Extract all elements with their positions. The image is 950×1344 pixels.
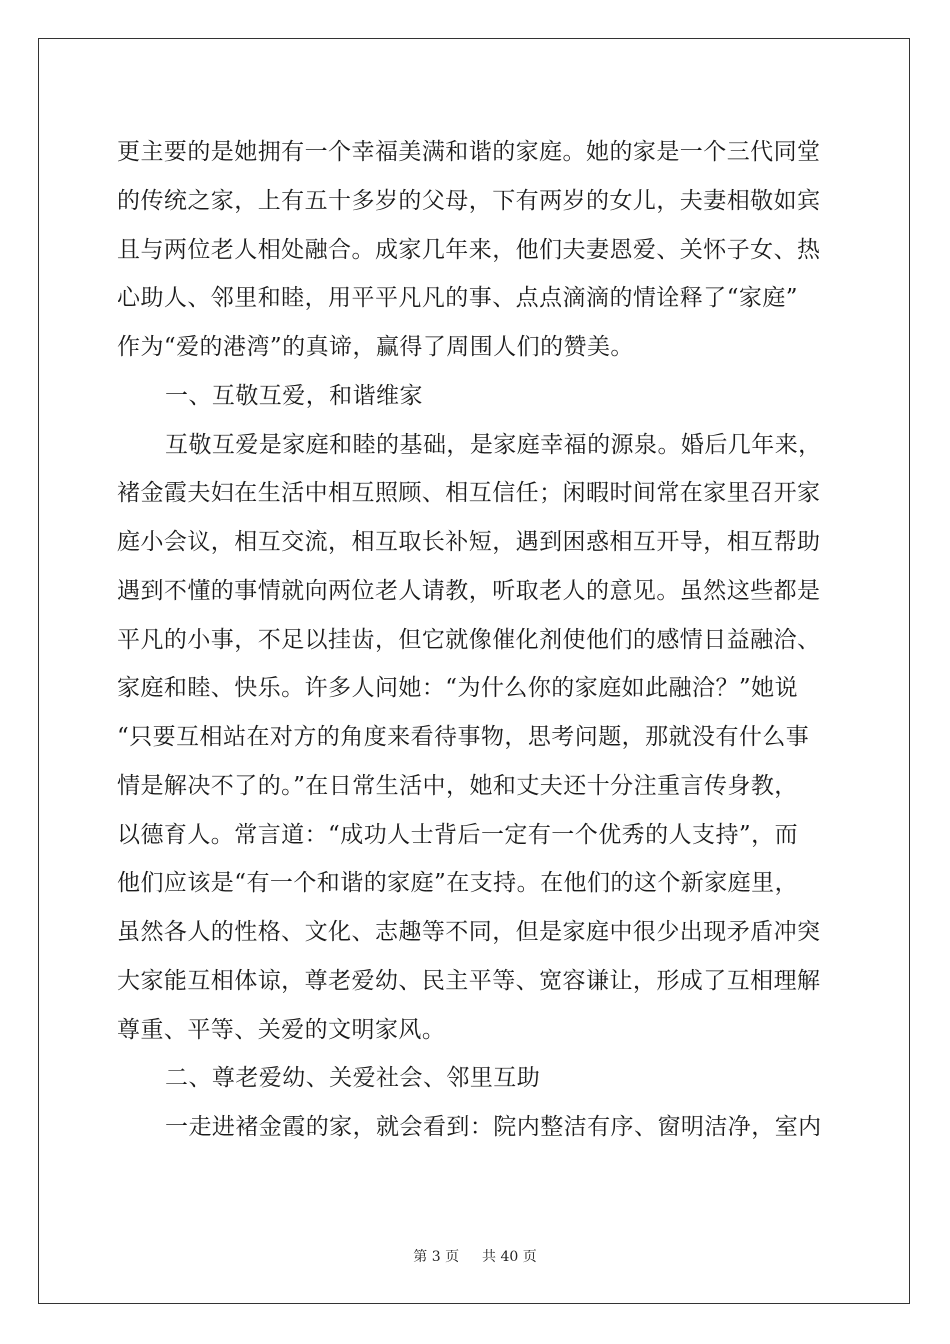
- text-line: 虽然各人的性格、文化、志趣等不同，但是家庭中很少出现矛盾冲突: [117, 919, 821, 945]
- text-line: 心助人、邻里和睦，用平平凡凡的事、点点滴滴的情诠释了“家庭”: [117, 285, 799, 312]
- page-footer: [0, 1246, 950, 1266]
- total-pages: 共 40 页: [482, 1249, 537, 1265]
- text-line: 褚金霞夫妇在生活中相互照顾、相互信任；闲暇时间常在家里召开家: [117, 480, 821, 507]
- text-line: 更主要的是她拥有一个幸福美满和谐的家庭。她的家是一个三代同堂: [117, 139, 821, 165]
- text-line: 家庭和睦、快乐。许多人问她：“为什么你的家庭如此融洽？”她说: [117, 675, 799, 702]
- text-line: 他们应该是“有一个和谐的家庭”在支持。在他们的这个新家庭里，: [117, 870, 799, 897]
- text-line: 平凡的小事，不足以挂齿，但它就像催化剂使他们的感情日益融洽、: [117, 626, 821, 653]
- text-line: 尊重、平等、关爱的文明家风。: [117, 1016, 446, 1043]
- text-line: 一走进褚金霞的家，就会看到：院内整洁有序、窗明洁净，室内: [165, 1114, 822, 1140]
- document-body: [117, 128, 833, 1152]
- text-line: “只要互相站在对方的角度来看待事物，思考问题，那就没有什么事: [117, 724, 810, 750]
- text-line: 遇到不懂的事情就向两位老人请教，听取老人的意见。虽然这些都是: [117, 577, 821, 604]
- text-line: 以德育人。常言道：“成功人士背后一定有一个优秀的人支持”，而: [117, 821, 799, 848]
- text-line: 的传统之家，上有五十多岁的父母，下有两岁的女儿，夫妻相敬如宾: [117, 187, 821, 214]
- text-line: 作为“爱的港湾”的真谛，赢得了周围人们的赞美。: [117, 334, 634, 360]
- page-number: 第 3 页: [413, 1249, 460, 1265]
- text-line: 且与两位老人相处融合。成家几年来，他们夫妻恩爱、关怀子女、热: [117, 236, 821, 263]
- text-line: 一、互敬互爱，和谐维家: [165, 382, 423, 409]
- text-line: 庭小会议，相互交流，相互取长补短，遇到困惑相互开导，相互帮助: [117, 529, 821, 555]
- text-line: 情是解决不了的。”在日常生活中，她和丈夫还十分注重言传身教，: [117, 772, 798, 799]
- text-line: 大家能互相体谅，尊老爱幼、民主平等、宽容谦让，形成了互相理解: [117, 967, 821, 994]
- text-line: 互敬互爱是家庭和睦的基础，是家庭幸福的源泉。婚后几年来，: [165, 431, 822, 458]
- text-line: 二、尊老爱幼、关爱社会、邻里互助: [165, 1065, 541, 1092]
